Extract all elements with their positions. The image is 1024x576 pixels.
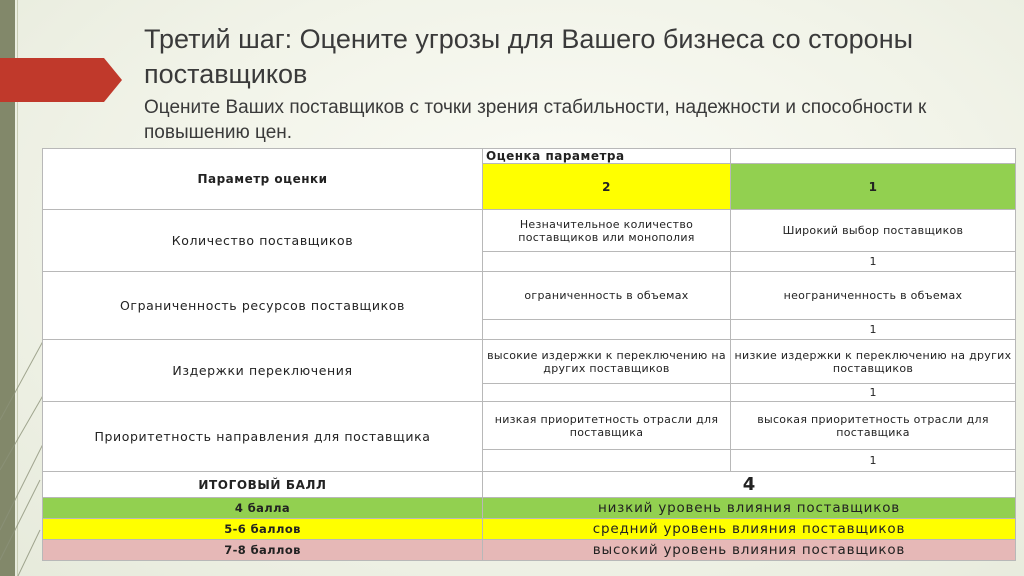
row-2-val2: ограниченность в объемах (483, 272, 731, 320)
evaluation-table (42, 148, 1016, 561)
row-2-score-empty (483, 320, 731, 340)
row-1-val2: Незначительное количество поставщиков или монополия (483, 210, 731, 252)
row-3-param: Издержки переключения (43, 340, 483, 402)
header-empty-cell (731, 149, 1016, 164)
header-col-2: 2 (483, 164, 731, 210)
row-4-val2: низкая приоритетность отрасли для поставщика (483, 402, 731, 450)
header-col-1: 1 (731, 164, 1016, 210)
legend-low-text: низкий уровень влияния поставщиков (483, 498, 1016, 519)
row-1-val1: Широкий выбор поставщиков (731, 210, 1016, 252)
row-1-param: Количество поставщиков (43, 210, 483, 272)
legend-low-label: 4 балла (43, 498, 483, 519)
header-estimate-label: Оценка параметра (483, 149, 731, 164)
row-3-score-empty (483, 384, 731, 402)
row-4-param: Приоритетность направления для поставщика (43, 402, 483, 472)
legend-high-text: высокий уровень влияния поставщиков (483, 540, 1016, 561)
legend-medium-label: 5-6 баллов (43, 519, 483, 540)
row-3-score: 1 (731, 384, 1016, 402)
row-3-val1: низкие издержки к переключению на других поставщиков (731, 340, 1016, 384)
row-4-val1: высокая приоритетность отрасли для поставщика (731, 402, 1016, 450)
row-2-val1: неограниченность в объемах (731, 272, 1016, 320)
row-3-val2: высокие издержки к переключению на других поставщиков (483, 340, 731, 384)
row-4-score-empty (483, 450, 731, 472)
row-4-score: 1 (731, 450, 1016, 472)
legend-high-label: 7-8 баллов (43, 540, 483, 561)
total-label: ИТОГОВЫЙ БАЛЛ (43, 472, 483, 498)
header-param-label: Параметр оценки (43, 149, 483, 210)
row-1-score: 1 (731, 252, 1016, 272)
total-value: 4 (483, 472, 1016, 498)
slide-subtitle: Оцените Ваших поставщиков с точки зрения стабильности, надежности и способности к повышению цен. (144, 97, 927, 143)
legend-medium-text: средний уровень влияния поставщиков (483, 519, 1016, 540)
row-2-score: 1 (731, 320, 1016, 340)
row-2-param: Ограниченность ресурсов поставщиков (43, 272, 483, 340)
red-arrow-icon (0, 58, 122, 102)
row-1-score-empty (483, 252, 731, 272)
slide-title: Третий шаг: Оцените угрозы для Вашего бизнеса со стороны поставщиков (144, 24, 914, 89)
